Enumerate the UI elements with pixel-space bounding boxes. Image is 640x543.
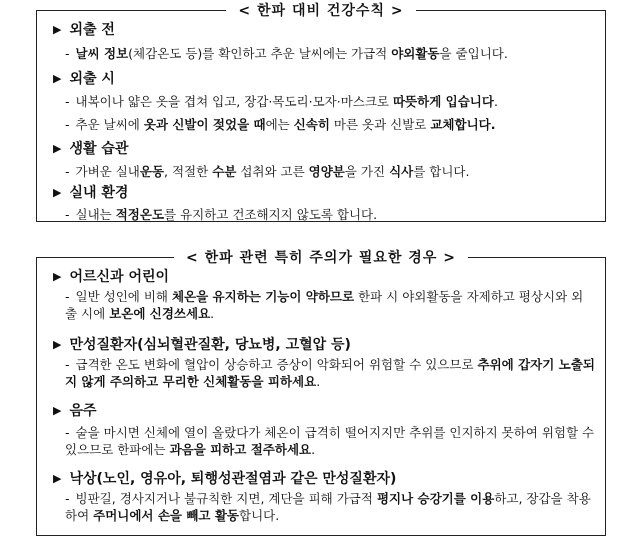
body-text: 가벼운 실내: [75, 164, 140, 179]
body-text: 일반 성인에 비해: [75, 289, 172, 304]
triangle-bullet-icon: ▶: [53, 269, 62, 283]
emphasis-text: 식사: [389, 164, 414, 179]
emphasis-text: 야외활동: [391, 46, 440, 61]
body-text: 한파 시 야외활동을 자제하고 평상시와 외출 시에: [65, 289, 584, 321]
list-item: [65, 205, 377, 223]
triangle-bullet-icon: ▶: [53, 141, 62, 155]
item-dash: -: [65, 94, 70, 109]
list-item: [65, 44, 508, 62]
body-text: 마른 옷과 신발로: [329, 117, 431, 132]
emphasis-text: 교체합니다.: [430, 117, 496, 132]
item-dash: -: [65, 357, 70, 372]
caution-box: [36, 250, 606, 536]
body-text: , 적절한: [164, 164, 213, 179]
section-heading: [53, 400, 97, 420]
section-heading-text: 생활 습관: [69, 141, 129, 157]
triangle-bullet-icon: ▶: [53, 22, 62, 36]
emphasis-text: 과음을 피하고 절주하세요: [169, 442, 312, 457]
section-heading-text: 실내 환경: [69, 185, 129, 201]
section-heading-text: 음주: [69, 403, 97, 419]
section-heading-text: 외출 시: [69, 71, 115, 87]
body-text: 추운 날씨에: [75, 117, 144, 132]
section-heading: [53, 19, 115, 39]
body-text: 급격한 온도 변화에 혈압이 상승하고 증상이 악화되어 위험할 수 있으므로: [75, 357, 478, 372]
emphasis-text: 날씨 정보: [75, 46, 129, 61]
body-text: (체감온도 등)를 확인하고 추운 날씨에는 가급적: [128, 46, 392, 61]
list-item: [65, 490, 595, 524]
emphasis-text: 추위에 갑자기 노출되지 않게 주의하고 무리한 신체활동을 피하세요: [65, 357, 595, 389]
list-item: [65, 424, 595, 458]
triangle-bullet-icon: ▶: [53, 403, 62, 417]
emphasis-text: 주머니에서 손을 빼고 활동: [93, 508, 240, 523]
section-heading: [53, 182, 128, 202]
emphasis-text: 옷과 신발이 젖었을 때: [143, 117, 266, 132]
section-heading-text: 낙상(노인, 영유아, 퇴행성관절염과 같은 만성질환자): [69, 471, 397, 487]
body-text: 을 줄입니다.: [439, 46, 508, 61]
triangle-bullet-icon: ▶: [53, 185, 62, 199]
body-text: 을 가진: [344, 164, 390, 179]
item-dash: -: [65, 491, 70, 506]
item-dash: -: [65, 117, 70, 132]
body-text: 술을 마시면 신체에 열이 올랐다가 체온이 급격히 떨어지지만 추위를 인지하지 못하여 위험할 수 있으므로 한파에는: [65, 425, 595, 457]
triangle-bullet-icon: ▶: [53, 337, 62, 351]
emphasis-text: 영양분: [308, 164, 345, 179]
list-item: [65, 356, 595, 390]
section-heading: [53, 468, 396, 488]
item-dash: -: [65, 207, 70, 222]
emphasis-text: 보온에 신경쓰세요: [109, 306, 211, 321]
list-item: [65, 162, 469, 180]
emphasis-text: 적정온도: [115, 207, 165, 222]
item-dash: -: [65, 425, 70, 440]
body-text: 하고, 장갑을 착용하여: [65, 491, 591, 523]
emphasis-text: 따뜻하게 입습니다: [392, 94, 494, 109]
body-text: 를 합니다.: [413, 164, 470, 179]
box-title: < 한파 관련 특히 주의가 필요한 경우 >: [37, 247, 605, 267]
emphasis-text: 운동: [139, 164, 165, 179]
health-rules-box: [36, 3, 606, 222]
body-text: .: [493, 94, 498, 109]
item-dash: -: [65, 46, 70, 61]
list-item: [65, 115, 495, 133]
triangle-bullet-icon: ▶: [53, 71, 62, 85]
emphasis-text: 신속히: [293, 117, 330, 132]
body-text: .: [311, 442, 316, 457]
list-item: [65, 92, 498, 110]
body-text: 를 유지하고 건조해지지 않도록 합니다.: [164, 207, 378, 222]
body-text: .: [210, 306, 215, 321]
emphasis-text: 체온을 유지하는 기능이 약하므로: [171, 289, 355, 304]
section-heading-text: 외출 전: [69, 22, 115, 38]
section-heading: [53, 334, 351, 354]
body-text: 빙판길, 경사지거나 불규칙한 지면, 계단을 피해 가급적: [75, 491, 377, 506]
section-heading-text: 어르신과 어린이: [69, 269, 170, 285]
body-text: 실내는: [75, 207, 116, 222]
item-dash: -: [65, 164, 70, 179]
emphasis-text: 수분: [212, 164, 237, 179]
list-item: [65, 288, 595, 322]
section-heading: [53, 68, 115, 88]
section-heading: [53, 138, 128, 158]
emphasis-text: 평지나 승강기를 이용: [376, 491, 495, 506]
body-text: 내복이나 얇은 옷을 겹쳐 입고, 장갑·목도리·모자·마스크로: [75, 94, 393, 109]
body-text: .: [316, 374, 321, 389]
body-text: 섭취와 고른: [236, 164, 309, 179]
body-text: 에는: [265, 117, 294, 132]
section-heading-text: 만성질환자(심뇌혈관질환, 당뇨병, 고혈압 등): [69, 337, 351, 353]
box-title: < 한파 대비 건강수칙 >: [37, 0, 605, 20]
section-heading: [53, 266, 169, 286]
triangle-bullet-icon: ▶: [53, 471, 62, 485]
item-dash: -: [65, 289, 70, 304]
body-text: 합니다.: [239, 508, 280, 523]
